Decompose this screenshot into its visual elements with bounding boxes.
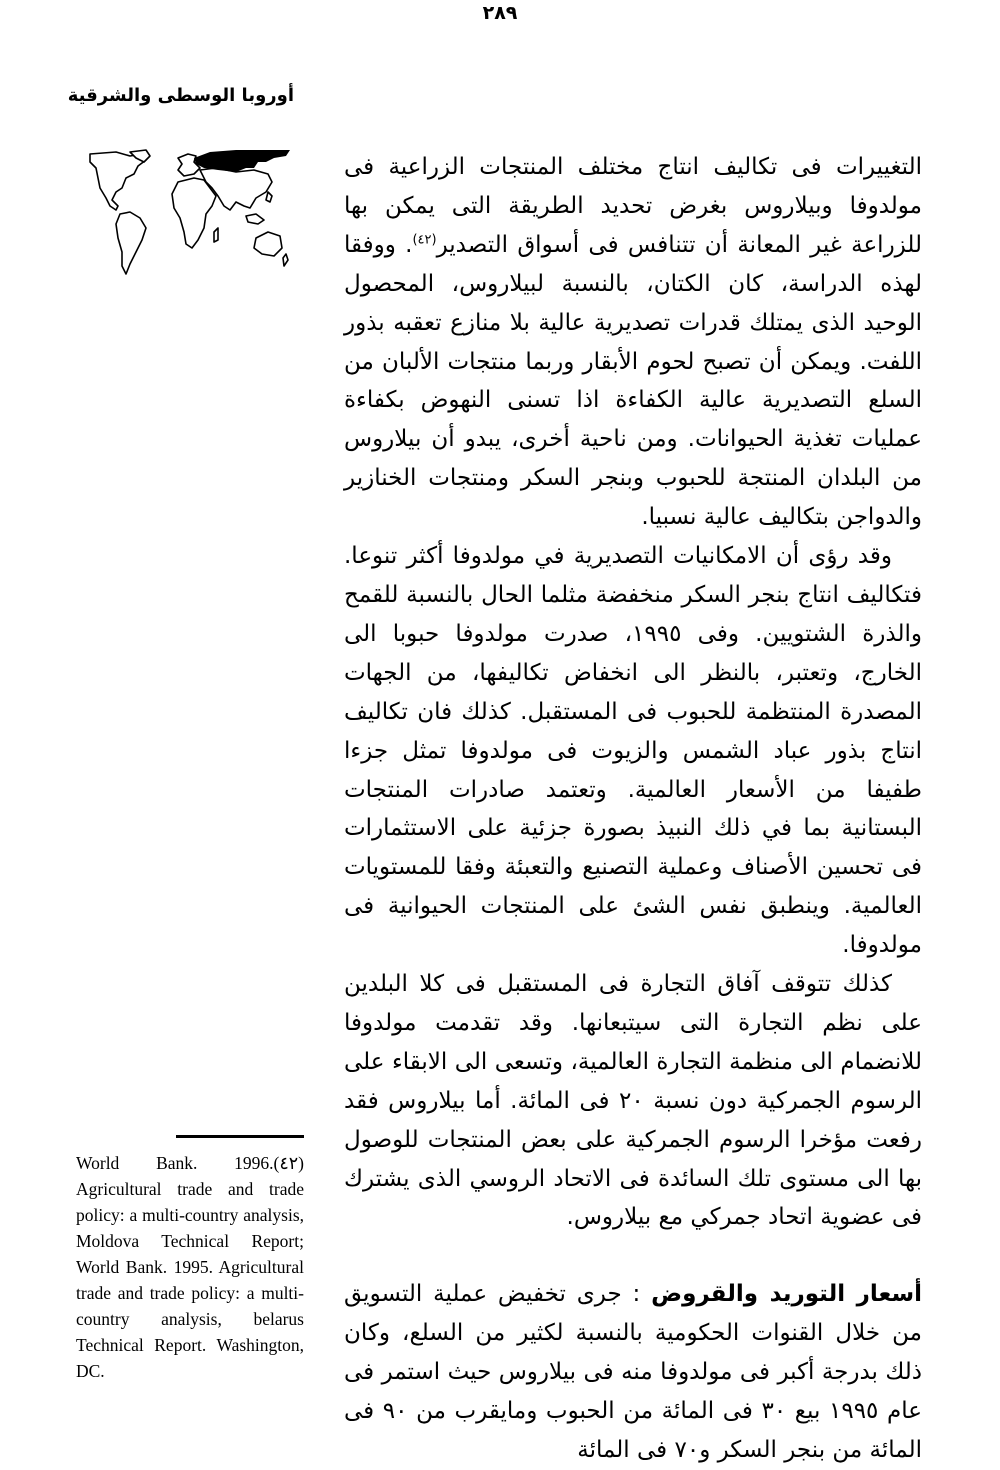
footnote-marker: (٤٢) <box>273 1153 304 1173</box>
running-head: أوروبا الوسطى والشرقية <box>67 85 294 106</box>
new-zealand-shape <box>283 254 288 266</box>
madagascar-shape <box>214 228 218 242</box>
footnote-text: World Bank. 1996. Agricultural trade and trade policy: a multi-country analysis, Moldova Technical Report; World Bank. 1995. Agricultural trade and trade policy: a multi-country analysis, belarus Technical Report. Washington, DC. <box>76 1153 304 1381</box>
section-heading: أسعار التوريد والقروض <box>651 1281 922 1308</box>
section-text: جرى تخفيض عملية التسويق من خلال القنوات الحكومية بالنسبة لكثير من السلع، وكان ذلك بدرجة أكبر فى مولدوفا منه فى بيلاروس حيث استمر فى عام ١٩٩٥ بيع ٣٠ فى المائة من الحبوب ومايقرب من ٩٠ فى المائة من بنجر السكر و٧٠ فى المائة <box>344 1281 922 1463</box>
japan-shape <box>266 192 272 202</box>
footnote <box>76 1150 304 1384</box>
section-paragraph: أسعار التوريد والقروض : جرى تخفيض عملية التسويق من خلال القنوات الحكومية بالنسبة لكثير من السلع، وكان ذلك بدرجة أكبر فى مولدوفا منه فى بيلاروس حيث استمر فى عام ١٩٩٥ بيع ٣٠ فى المائة من الحبوب ومايقرب من ٩٠ فى المائة من بنجر السكر و٧٠ فى المائة <box>344 1281 922 1463</box>
world-map-icon <box>86 148 290 276</box>
section-gap <box>344 1237 922 1275</box>
main-body-text <box>344 148 922 1470</box>
north-america-shape <box>90 152 146 210</box>
se-asia-islands-shape <box>246 214 264 224</box>
paragraph-1: التغييرات فى تكاليف انتاج مختلف المنتجات الزراعية فى مولدوفا وبيلاروس بغرض تحديد الطريقة التى يمكن بها للزراعة غير المعانة أن تتنافس فى أسواق التصدير$^{(٤٢)}$. ووفقا لهذه الدراسة، كان الكتان، بالنسبة لبيلاروس، المحصول الوحيد الذى يمتلك قدرات تصديرية عالية بلا منازع تعقبه بذور اللفت. ويمكن أن تصبح لحوم الأبقار وربما منتجات الألبان من السلع التصديرية عالية الكفاءة اذا تسنى النهوض بكفاءة عمليات تغذية الحيوانات. ومن ناحية أخرى، يبدو أن بيلاروس من البلدان المنتجة للحبوب وبنجر السكر ومنتجات الخنازير والدواجن بتكاليف عالية نسبيا. <box>344 154 922 531</box>
paragraph-3: كذلك تتوقف آفاق التجارة فى المستقبل فى كلا البلدين على نظم التجارة التى سيتبعانها. وقد تقدمت مولدوفا للانضمام الى منظمة التجارة العالمية، وتسعى الى الابقاء على الرسوم الجمركية دون نسبة ٢٠ فى المائة. أما بيلاروس فقد رفعت مؤخرا الرسوم الجمركية على بعض المنتجات للوصول بها الى مستوى تلك السائدة فى الاتحاد الروسي الذى يشترك فى عضوية اتحاد جمركي مع بيلاروس. <box>344 971 922 1231</box>
paragraph-2: وقد رؤى أن الامكانيات التصديرية في مولدوفا أكثر تنوعا. فتكاليف انتاج بنجر السكر منخفضة مثلما الحال بالنسبة للقمح والذرة الشتويين. وفى ١٩٩٥، صدرت مولدوفا حبوبا الى الخارج، وتعتبر، بالنظر الى انخفاض تكاليفها، من الجهات المصدرة المنتظمة للحبوب فى المستقبل. كذلك فان تكاليف انتاج بذور عباد الشمس والزيوت فى مولدوفا تمثل جزءا طفيفا من الأسعار العالمية. وتعتمد صادرات المنتجات البستانية بما في ذلك النبيذ بصورة جزئية على الاستثمارات فى تحسين الأصناف وعملية التصنيع والتعبئة وفقا للمستويات العالمية. وينطبق نفس الشئ على المنتجات الحيوانية فى مولدوفا. <box>344 543 922 959</box>
footnote-divider <box>176 1135 304 1138</box>
south-america-shape <box>116 212 146 274</box>
africa-shape <box>172 178 216 248</box>
australia-shape <box>254 232 282 256</box>
page-number: ٢٨٩ <box>482 2 518 24</box>
footnote-reference[interactable]: (٤٢) <box>412 232 437 248</box>
